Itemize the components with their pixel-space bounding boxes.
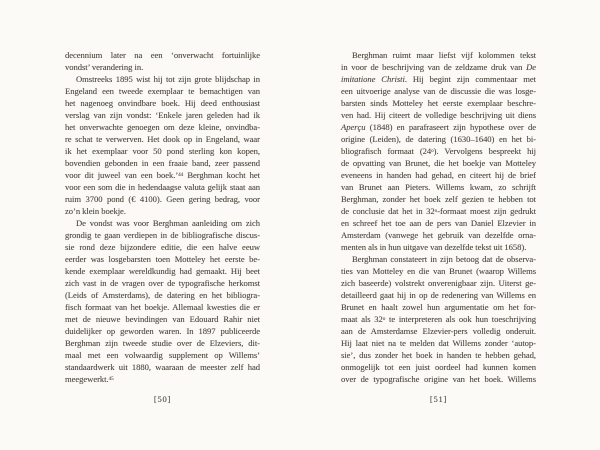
text-line: Omstreeks 1895 wist hij tot zijn grote blijdschap in xyxy=(76,74,260,84)
text-line: zich baseerde) volstrekt onverenigbaar zijn. Uiterst ge- xyxy=(341,278,536,288)
text-line: een uitvoerige analyse van de discussie die was losge- xyxy=(341,86,536,96)
text-line: in voor de beschrijving van de zeldzame druk van De xyxy=(341,62,536,72)
text-line: maat als 32$^o$ te interpreteren als ook hun toeschrijving xyxy=(341,314,536,324)
text-line: decennium later na een ‘onverwacht fortuinlijke xyxy=(65,50,260,60)
text-line: aan de Amsterdamse Elzevier-pers volledig onderuit. xyxy=(341,326,536,336)
text-line: en schreef het toe aan de pers van Daniel Elzevier in xyxy=(341,218,536,228)
text-block xyxy=(341,49,536,385)
text-line: Berghman ruimt maar liefst vijf kolommen tekst xyxy=(352,50,536,60)
text-line: ven had. Hij citeert de volledige beschrijving uit diens xyxy=(341,110,536,120)
text-line: sie’, dus zonder het boek in handen te hebben gehad, xyxy=(341,350,536,360)
page-right xyxy=(300,0,600,450)
text-line: menten als in hun uitgave van dezelfde tekst uit 1658). xyxy=(341,242,527,252)
text-line: origine (Leiden), de datering (1630–1640) en het bi- xyxy=(341,134,536,144)
text-line: re schat te verwerven. Het dook op in Engeland, waar xyxy=(65,134,260,144)
text-line: bliografisch formaat (24$^o$). Vervolgens bespreekt hij xyxy=(341,146,536,156)
text-line: met de nieuwe bevindingen van Edouard Rahir niet xyxy=(65,314,260,324)
text-line: het onverwachte genoegen om deze kleine, onvindba- xyxy=(65,122,260,132)
text-line: maal met een volwaardig supplement op Willems’ xyxy=(65,350,260,360)
text-line: voor een som die in hedendaagse valuta gelijk staat aan xyxy=(65,182,260,192)
text-line: standaardwerk uit 1880, waaraan de meester zelf had xyxy=(65,362,260,372)
text-line: voor dit juweel van een boek.’$^{44}$ Berghman kocht het xyxy=(65,170,260,180)
text-line: Berghman zijn tweede studie over de Elzeviers, dit- xyxy=(65,338,260,348)
text-line: meegewerkt.$^{45}$ xyxy=(65,374,114,384)
text-line: barsten sinds Motteley het eerste exemplaar beschre- xyxy=(341,98,536,108)
text-line: imitatione Christi. Hij begint zijn commentaar met xyxy=(341,74,537,84)
text-line: bovendien gebonden in een fraaie band, zeer passend xyxy=(65,158,260,168)
text-line: Engeland een tweede exemplaar te bemachtigen van xyxy=(65,86,260,96)
text-line: De vondst was voor Berghman aanleiding om zich xyxy=(76,218,260,228)
text-line: eerder was losgebarsten toen Motteley het eerste be- xyxy=(65,254,260,264)
text-line: ik het exemplaar voor 50 pond sterling kon kopen, xyxy=(65,146,260,156)
text-line: sie rond deze bijzondere editie, die een halve eeuw xyxy=(65,242,260,252)
text-line: eveneens in handen had gehad, en citeert hij de brief xyxy=(341,170,536,180)
page-number: [50] xyxy=(153,394,172,404)
text-line: over de typografische origine van het boek. Willems xyxy=(341,374,536,384)
text-line: ties van Motteley en die van Brunet (waarop Willems xyxy=(341,266,536,276)
text-line: Hij laat niet na te melden dat Willems zonder ‘autop- xyxy=(341,338,536,348)
text-line: de opvatting van Brunet, die het boekje van Motteley xyxy=(341,158,536,168)
text-block xyxy=(65,49,260,385)
text-line: Brunet en haalt zowel hun argumentatie om het for- xyxy=(341,302,536,312)
text-line: Amsterdam (vanwege het gebruik van dezelfde orna- xyxy=(341,230,536,240)
text-line: detailleerd gaat hij in op de redenering van Willems en xyxy=(341,290,536,300)
text-line: zich vast in de vragen over de typografische herkomst xyxy=(65,278,260,288)
text-line: het nagenoeg onvindbare boek. Hij deed enthousiast xyxy=(65,98,260,108)
text-line: fisch formaat van het boekje. Allemaal kwesties die er xyxy=(65,302,260,312)
text-line: onmogelijk tot een juist oordeel had kunnen komen xyxy=(341,362,536,372)
text-line: zo’n klein boekje. xyxy=(65,206,126,216)
text-line: Aperçu (1848) en parafraseert zijn hypothese over de xyxy=(341,122,536,132)
text-line: kende exemplaar wereldkundig had gemaakt. Hij beet xyxy=(65,266,260,276)
text-line: grondig te gaan verdiepen in de bibliografische discus- xyxy=(65,230,260,240)
text-line: de conclusie dat het in 32$^o$-formaat moest zijn gedrukt xyxy=(341,206,536,216)
text-line: Berghman, zonder het boek zelf gezien te hebben tot xyxy=(341,194,536,204)
text-line: ruim 3700 pond (€ 4100). Geen gering bedrag, voor xyxy=(65,194,260,204)
text-line: duidelijker op geworden waren. In 1897 publiceerde xyxy=(65,326,260,336)
text-line: Berghman constateert in zijn betoog dat de observa- xyxy=(352,254,536,264)
page-number: [51] xyxy=(429,394,448,404)
text-line: verslag van zijn vondst: ‘Enkele jaren geleden had ik xyxy=(65,110,260,120)
text-line: vondst’ verandering in. xyxy=(65,62,144,72)
text-line: (Leids of Amsterdams), de datering en het bibliogra- xyxy=(65,290,260,300)
text-line: van Brunet aan Pieters. Willems kwam, zo schrijft xyxy=(341,182,536,192)
